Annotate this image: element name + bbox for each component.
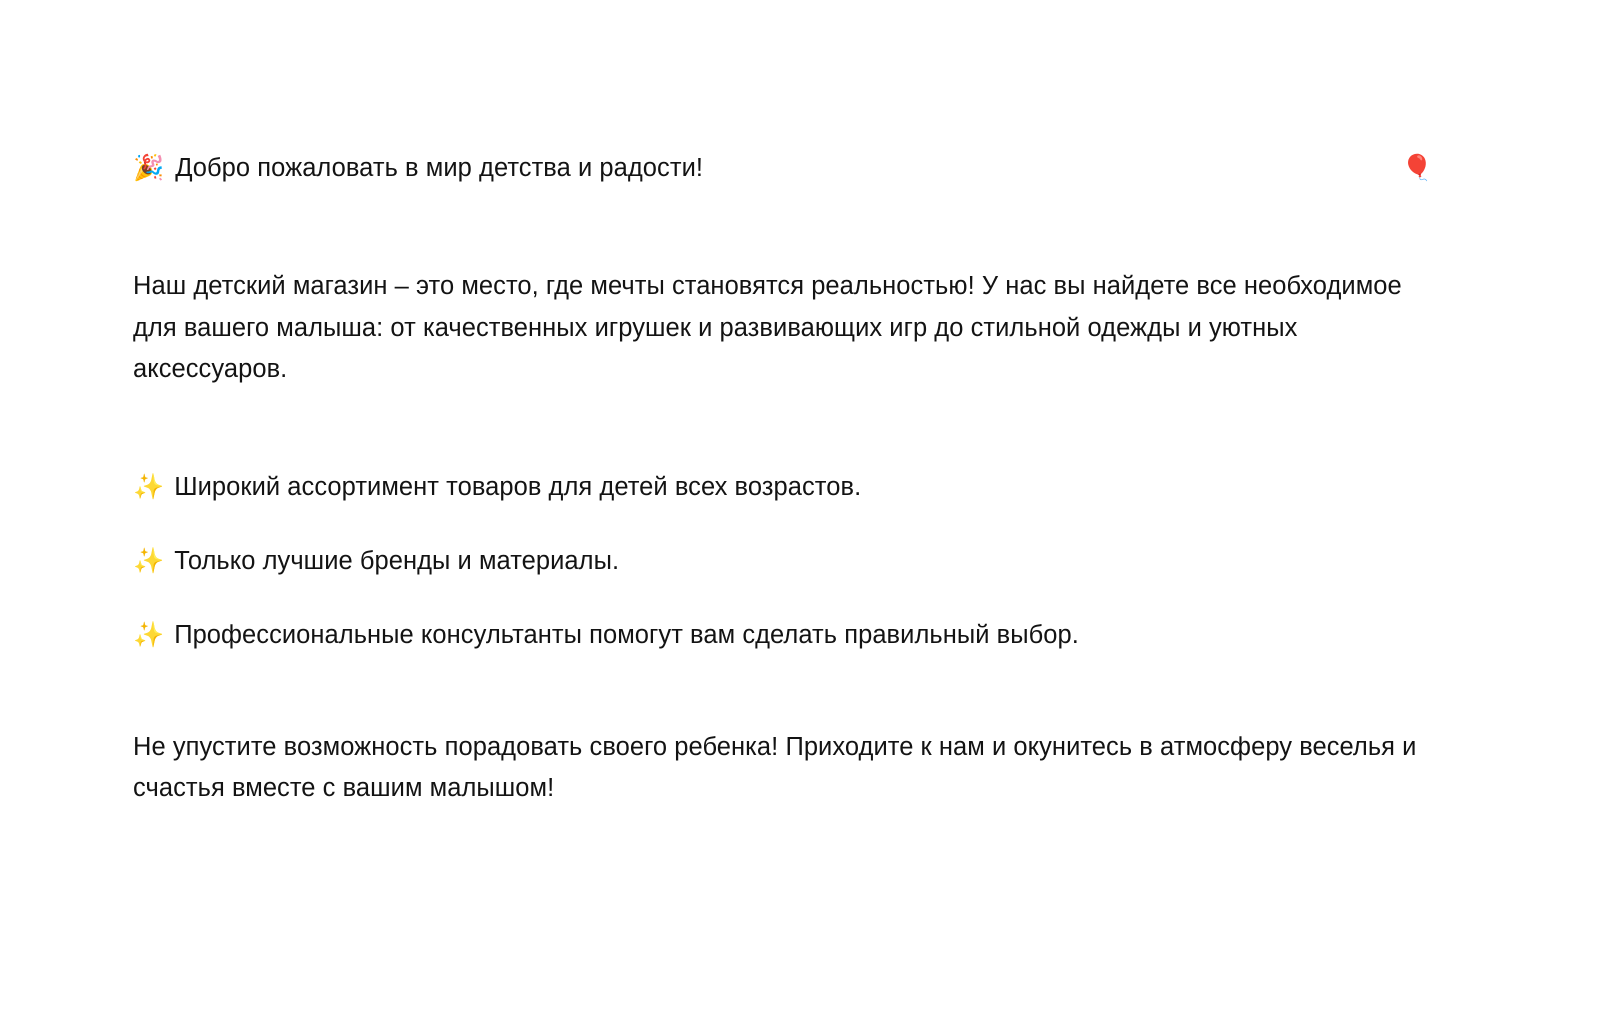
balloon-icon: 🎈 (1401, 153, 1433, 182)
spacer-between-bullets (133, 505, 1433, 543)
headline-text: Добро пожаловать в мир детства и радости! (175, 154, 704, 182)
spacer-after-headline (133, 186, 1433, 266)
intro-paragraph: Наш детский магазин – это место, где мечты становятся реальностью! У нас вы найдете все необходимое для вашего малыша: от качественных игрушек и развивающих игр до стильной одежды и уютных аксессуаров. (133, 272, 1402, 384)
list-item (133, 469, 1433, 505)
spacer-between-bullets (133, 579, 1433, 617)
spacer-before-bullets (133, 391, 1433, 469)
sparkles-icon: ✨ (133, 546, 165, 576)
list-item-label: Только лучшие бренды и материалы. (174, 547, 620, 576)
party-popper-icon: 🎉 (133, 153, 165, 182)
sparkles-icon: ✨ (133, 471, 165, 501)
closing-paragraph: Не упустите возможность порадовать своего ребенка! Приходите к нам и окунитесь в атмосферу веселья и счастья вместе с вашим малышом! (133, 732, 1417, 803)
sparkles-icon: ✨ (133, 620, 165, 650)
list-item-label: Профессиональные консультанты помогут вам сделать правильный выбор. (174, 621, 1079, 650)
document-content (133, 150, 1433, 810)
headline (133, 150, 1433, 186)
list-item-label: Широкий ассортимент товаров для детей всех возрастов. (174, 472, 862, 501)
list-item (133, 543, 1433, 579)
list-item (133, 617, 1433, 653)
spacer-before-closing (133, 654, 1433, 727)
